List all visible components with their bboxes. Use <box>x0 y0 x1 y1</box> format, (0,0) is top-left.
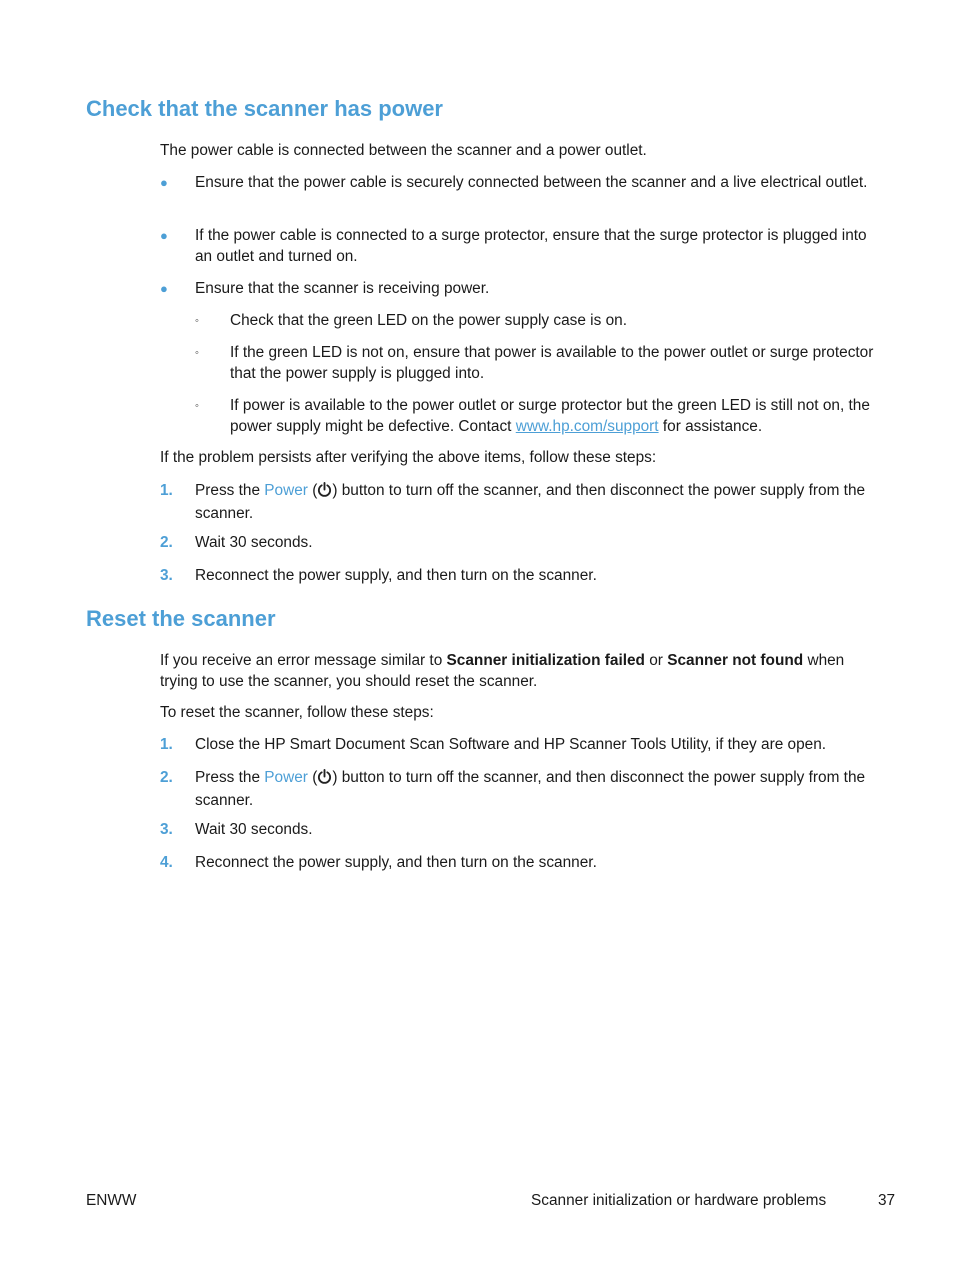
step-number: 3. <box>160 821 173 838</box>
step-number: 1. <box>160 736 173 753</box>
power-icon <box>317 482 332 504</box>
paren-open: ( <box>307 769 318 786</box>
step-text-start: Press the <box>195 482 265 499</box>
intro-paragraph: The power cable is connected between the scanner and a power outlet. <box>160 142 647 159</box>
bullet-text: If the power cable is connected to a surge protector, ensure that the surge protector is plugged into an outlet and turned on. <box>195 227 867 265</box>
step-text-end: ) button to turn off the scanner, and then disconnect the power supply from the scanner. <box>195 769 866 809</box>
sub-bullet-text: If the green LED is not on, ensure that power is available to the power outlet or surge protector that the power supply is plugged into. <box>230 344 874 382</box>
step-number: 2. <box>160 769 173 786</box>
persist-paragraph: If the problem persists after verifying the above items, follow these steps: <box>160 449 657 466</box>
step-number: 2. <box>160 534 173 551</box>
hp-support-link[interactable]: www.hp.com/support <box>515 417 659 435</box>
sub-bullet-text: Check that the green LED on the power supply case is on. <box>230 312 627 329</box>
intro-text: If you receive an error message similar to <box>160 652 447 669</box>
step-text <box>195 768 880 811</box>
step-number: 3. <box>160 567 173 584</box>
bullet-marker: ● <box>160 175 168 190</box>
bullet-marker: ● <box>160 228 168 243</box>
error-message-name: Scanner not found <box>667 652 804 669</box>
sub-bullet-text-start: If power is available to the power outlet or surge protector but the green LED is still not on, the power supply might be defective. Contact <box>230 397 870 435</box>
step-number: 4. <box>160 854 173 871</box>
bullet-text: Ensure that the power cable is securely connected between the scanner and a live electrical outlet. <box>195 174 868 191</box>
paren-open: ( <box>307 482 318 499</box>
footer-chapter-title: Scanner initialization or hardware problems <box>531 1192 827 1209</box>
sub-bullet-marker: ◦ <box>195 315 199 327</box>
step-text: Reconnect the power supply, and then turn on the scanner. <box>195 567 597 584</box>
error-message-name: Scanner initialization failed <box>446 652 645 669</box>
step-text-start: Press the <box>195 769 265 786</box>
step-text-end: ) button to turn off the scanner, and then disconnect the power supply from the scanner. <box>195 482 866 522</box>
section-title-power: Check that the scanner has power <box>86 96 443 121</box>
step-number: 1. <box>160 482 173 499</box>
sub-bullet-text <box>230 396 880 437</box>
intro-text: or <box>644 652 668 669</box>
step-text: Wait 30 seconds. <box>195 534 313 551</box>
step-text: Wait 30 seconds. <box>195 821 313 838</box>
sub-bullet-marker: ◦ <box>195 400 199 412</box>
reset-lead-paragraph: To reset the scanner, follow these steps: <box>160 704 434 721</box>
power-icon <box>317 769 332 791</box>
footer-left-label: ENWW <box>86 1192 137 1209</box>
page-number: 37 <box>878 1192 896 1209</box>
bullet-marker: ● <box>160 281 168 296</box>
step-text: Reconnect the power supply, and then turn on the scanner. <box>195 854 597 871</box>
section-title-reset: Reset the scanner <box>86 606 276 631</box>
sub-bullet-marker: ◦ <box>195 347 199 359</box>
power-button-reference: Power <box>264 482 308 499</box>
intro-text: when trying to use the scanner, you should reset the scanner. <box>160 652 845 690</box>
power-button-reference: Power <box>264 769 308 786</box>
step-text: Close the HP Smart Document Scan Software and HP Scanner Tools Utility, if they are open. <box>195 736 827 753</box>
reset-intro-paragraph <box>160 651 880 692</box>
bullet-text: Ensure that the scanner is receiving power. <box>195 280 490 297</box>
step-text <box>195 481 880 524</box>
sub-bullet-text-end: for assistance. <box>658 417 763 435</box>
